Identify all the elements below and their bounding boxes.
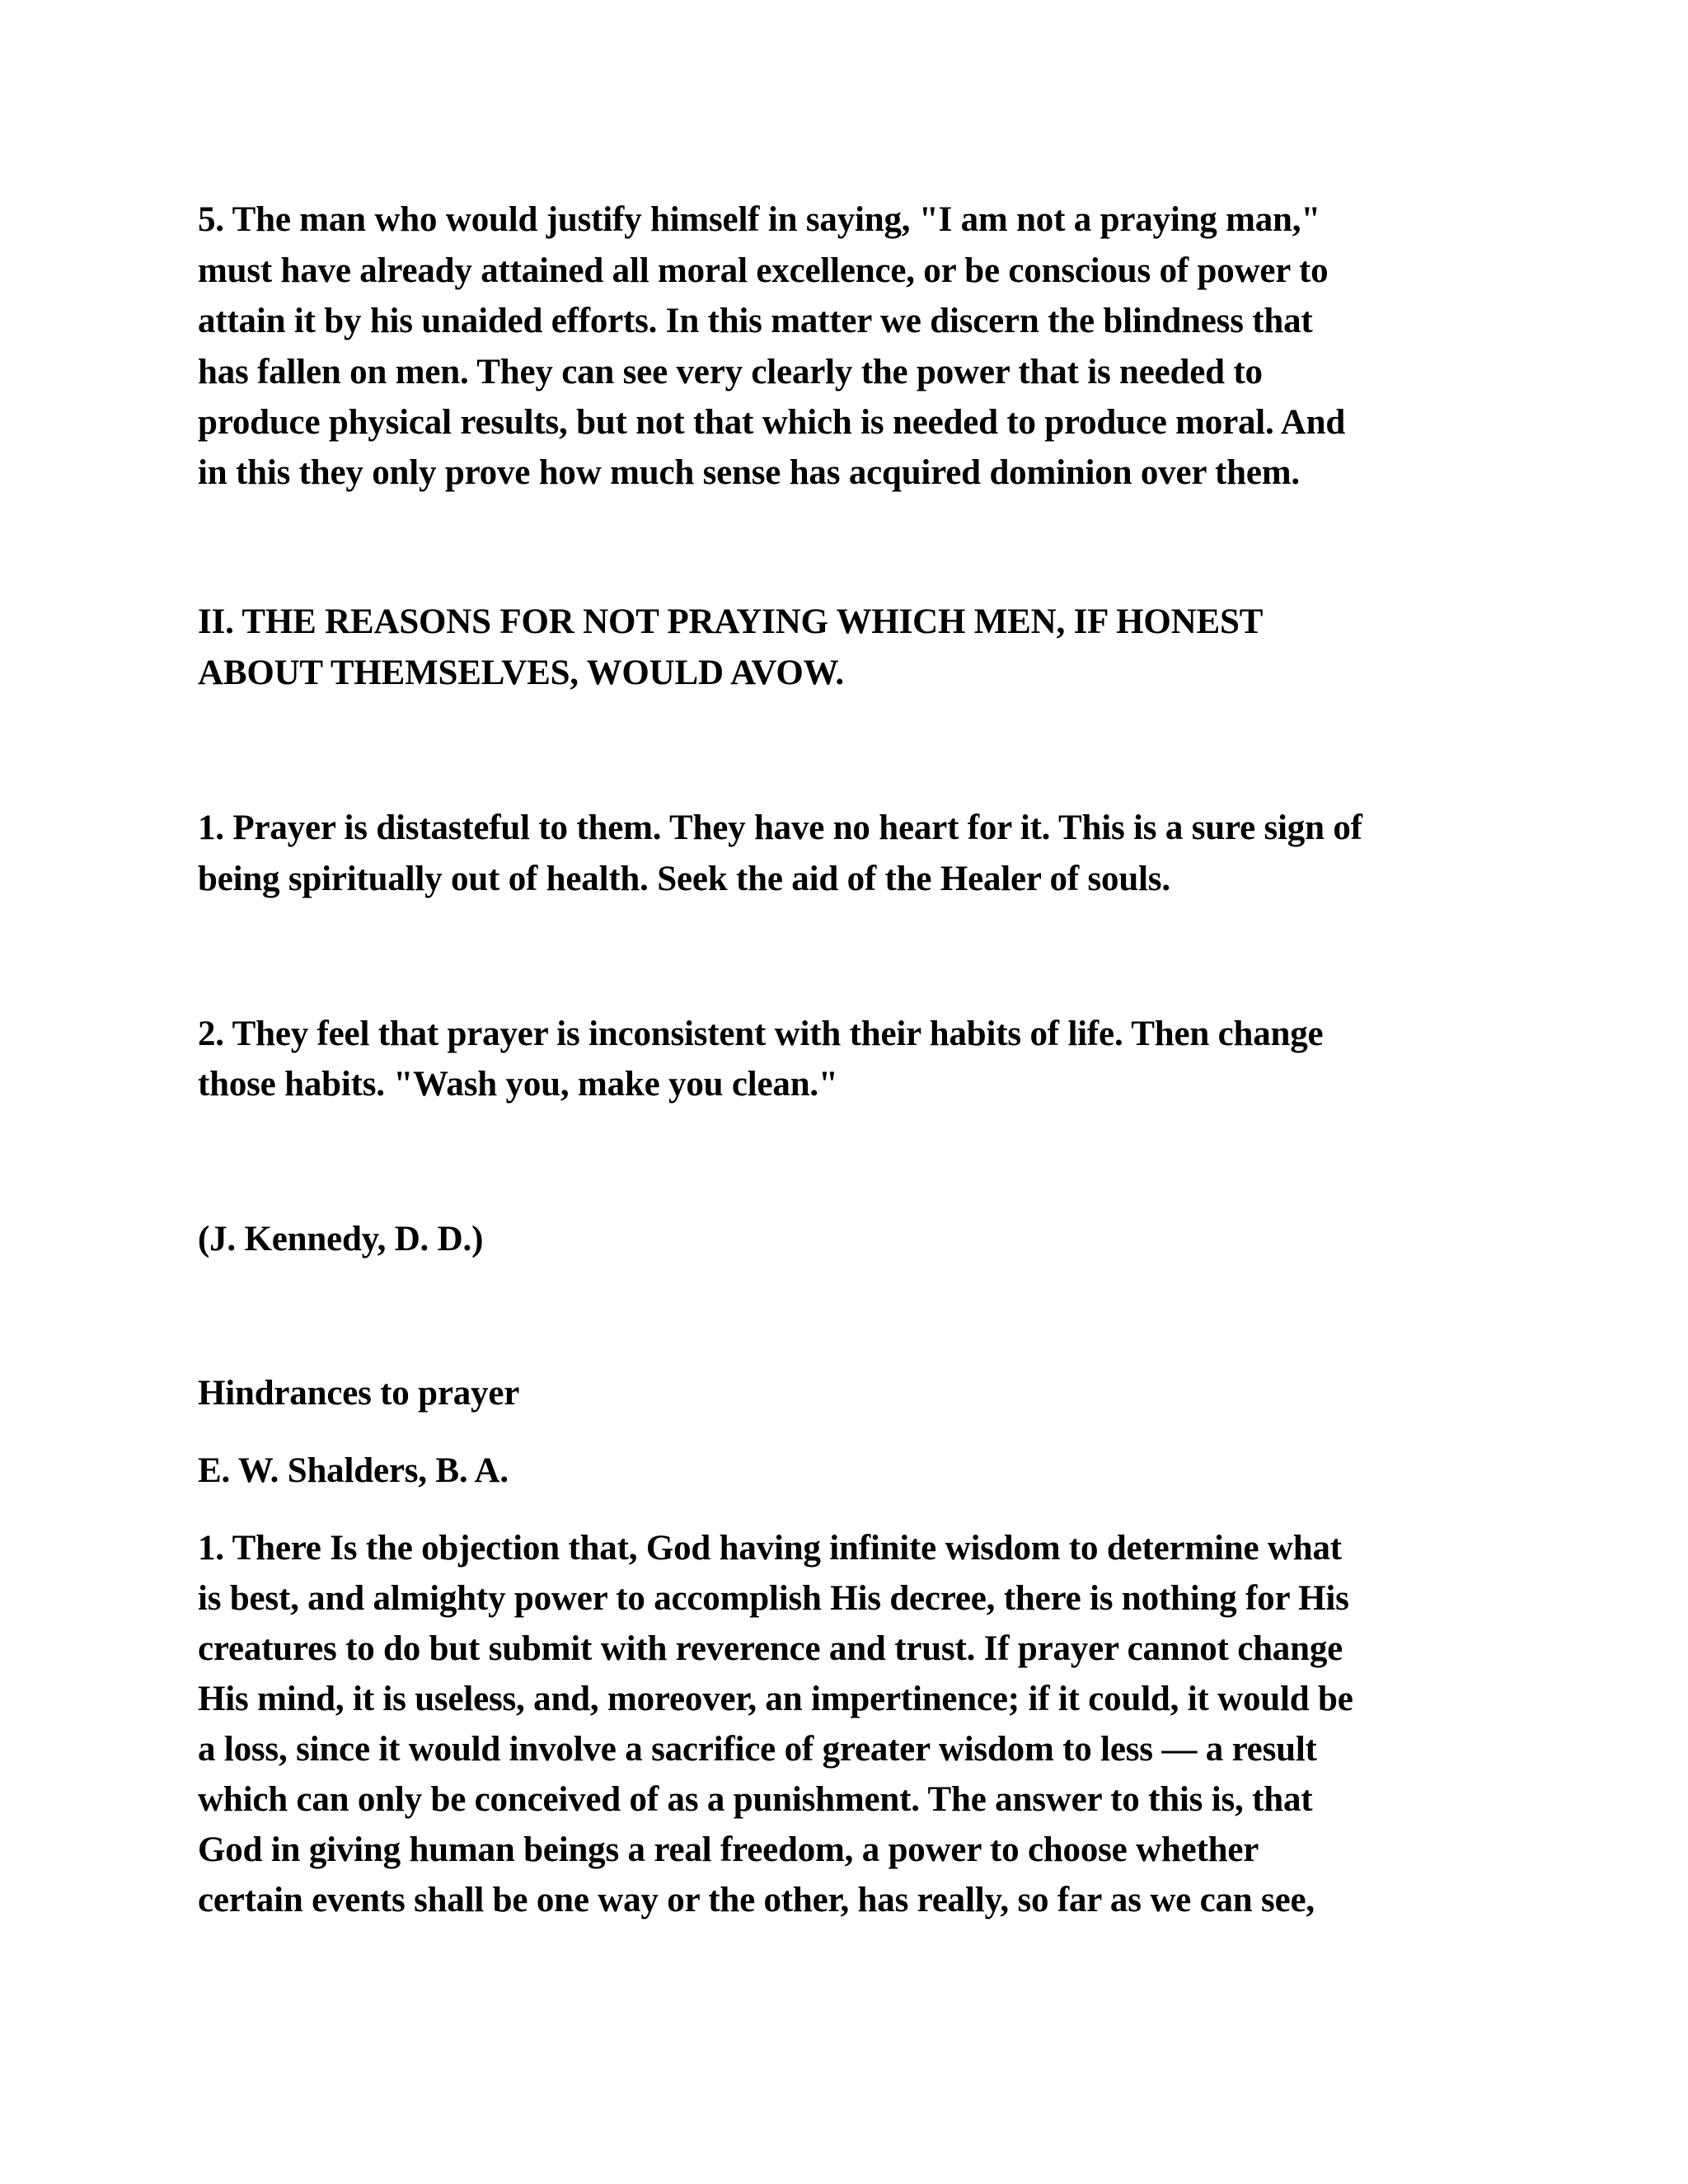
article-paragraph-1-line-3: creatures to do but submit with reverence and trust. If prayer cannot change	[198, 1629, 1343, 1668]
paragraph-5-line-4: has fallen on men. They can see very clearly the power that is needed to	[198, 353, 1263, 391]
article-paragraph-1-line-5: a loss, since it would involve a sacrifice of greater wisdom to less — a result	[198, 1730, 1317, 1769]
article-paragraph-1-line-7: God in giving human beings a real freedom, a power to choose whether	[198, 1830, 1259, 1869]
section-heading-line-1: II. THE REASONS FOR NOT PRAYING WHICH MEN, IF HONEST	[198, 602, 1264, 641]
point-2-line-1: 2. They feel that prayer is inconsistent with their habits of life. Then change	[198, 1015, 1324, 1053]
article-paragraph-1-line-4: His mind, it is useless, and, moreover, an impertinence; if it could, it would be	[198, 1680, 1353, 1718]
section-heading-line-2: ABOUT THEMSELVES, WOULD AVOW.	[198, 654, 844, 692]
article-author: E. W. Shalders, B. A.	[198, 1451, 509, 1490]
article-paragraph-1-line-8: certain events shall be one way or the other, has really, so far as we can see,	[198, 1881, 1315, 1919]
point-1-line-1: 1. Prayer is distasteful to them. They have no heart for it. This is a sure sign of	[198, 808, 1362, 847]
article-paragraph-1-line-1: 1. There Is the objection that, God having infinite wisdom to determine what	[198, 1529, 1342, 1568]
paragraph-5-line-6: in this they only prove how much sense has acquired dominion over them.	[198, 453, 1300, 492]
paragraph-5-line-5: produce physical results, but not that which is needed to produce moral. And	[198, 403, 1346, 442]
paragraph-5-line-2: must have already attained all moral excellence, or be conscious of power to	[198, 251, 1329, 290]
article-paragraph-1-line-6: which can only be conceived of as a punishment. The answer to this is, that	[198, 1780, 1313, 1819]
paragraph-5-line-3: attain it by his unaided efforts. In this matter we discern the blindness that	[198, 302, 1313, 340]
paragraph-5-line-1: 5. The man who would justify himself in saying, "I am not a praying man,"	[198, 200, 1320, 239]
attribution: (J. Kennedy, D. D.)	[198, 1220, 484, 1258]
point-2-line-2: those habits. "Wash you, make you clean."	[198, 1065, 838, 1104]
article-title: Hindrances to prayer	[198, 1374, 520, 1413]
point-1-line-2: being spiritually out of health. Seek the aid of the Healer of souls.	[198, 860, 1170, 898]
article-paragraph-1-line-2: is best, and almighty power to accomplish His decree, there is nothing for His	[198, 1579, 1349, 1618]
